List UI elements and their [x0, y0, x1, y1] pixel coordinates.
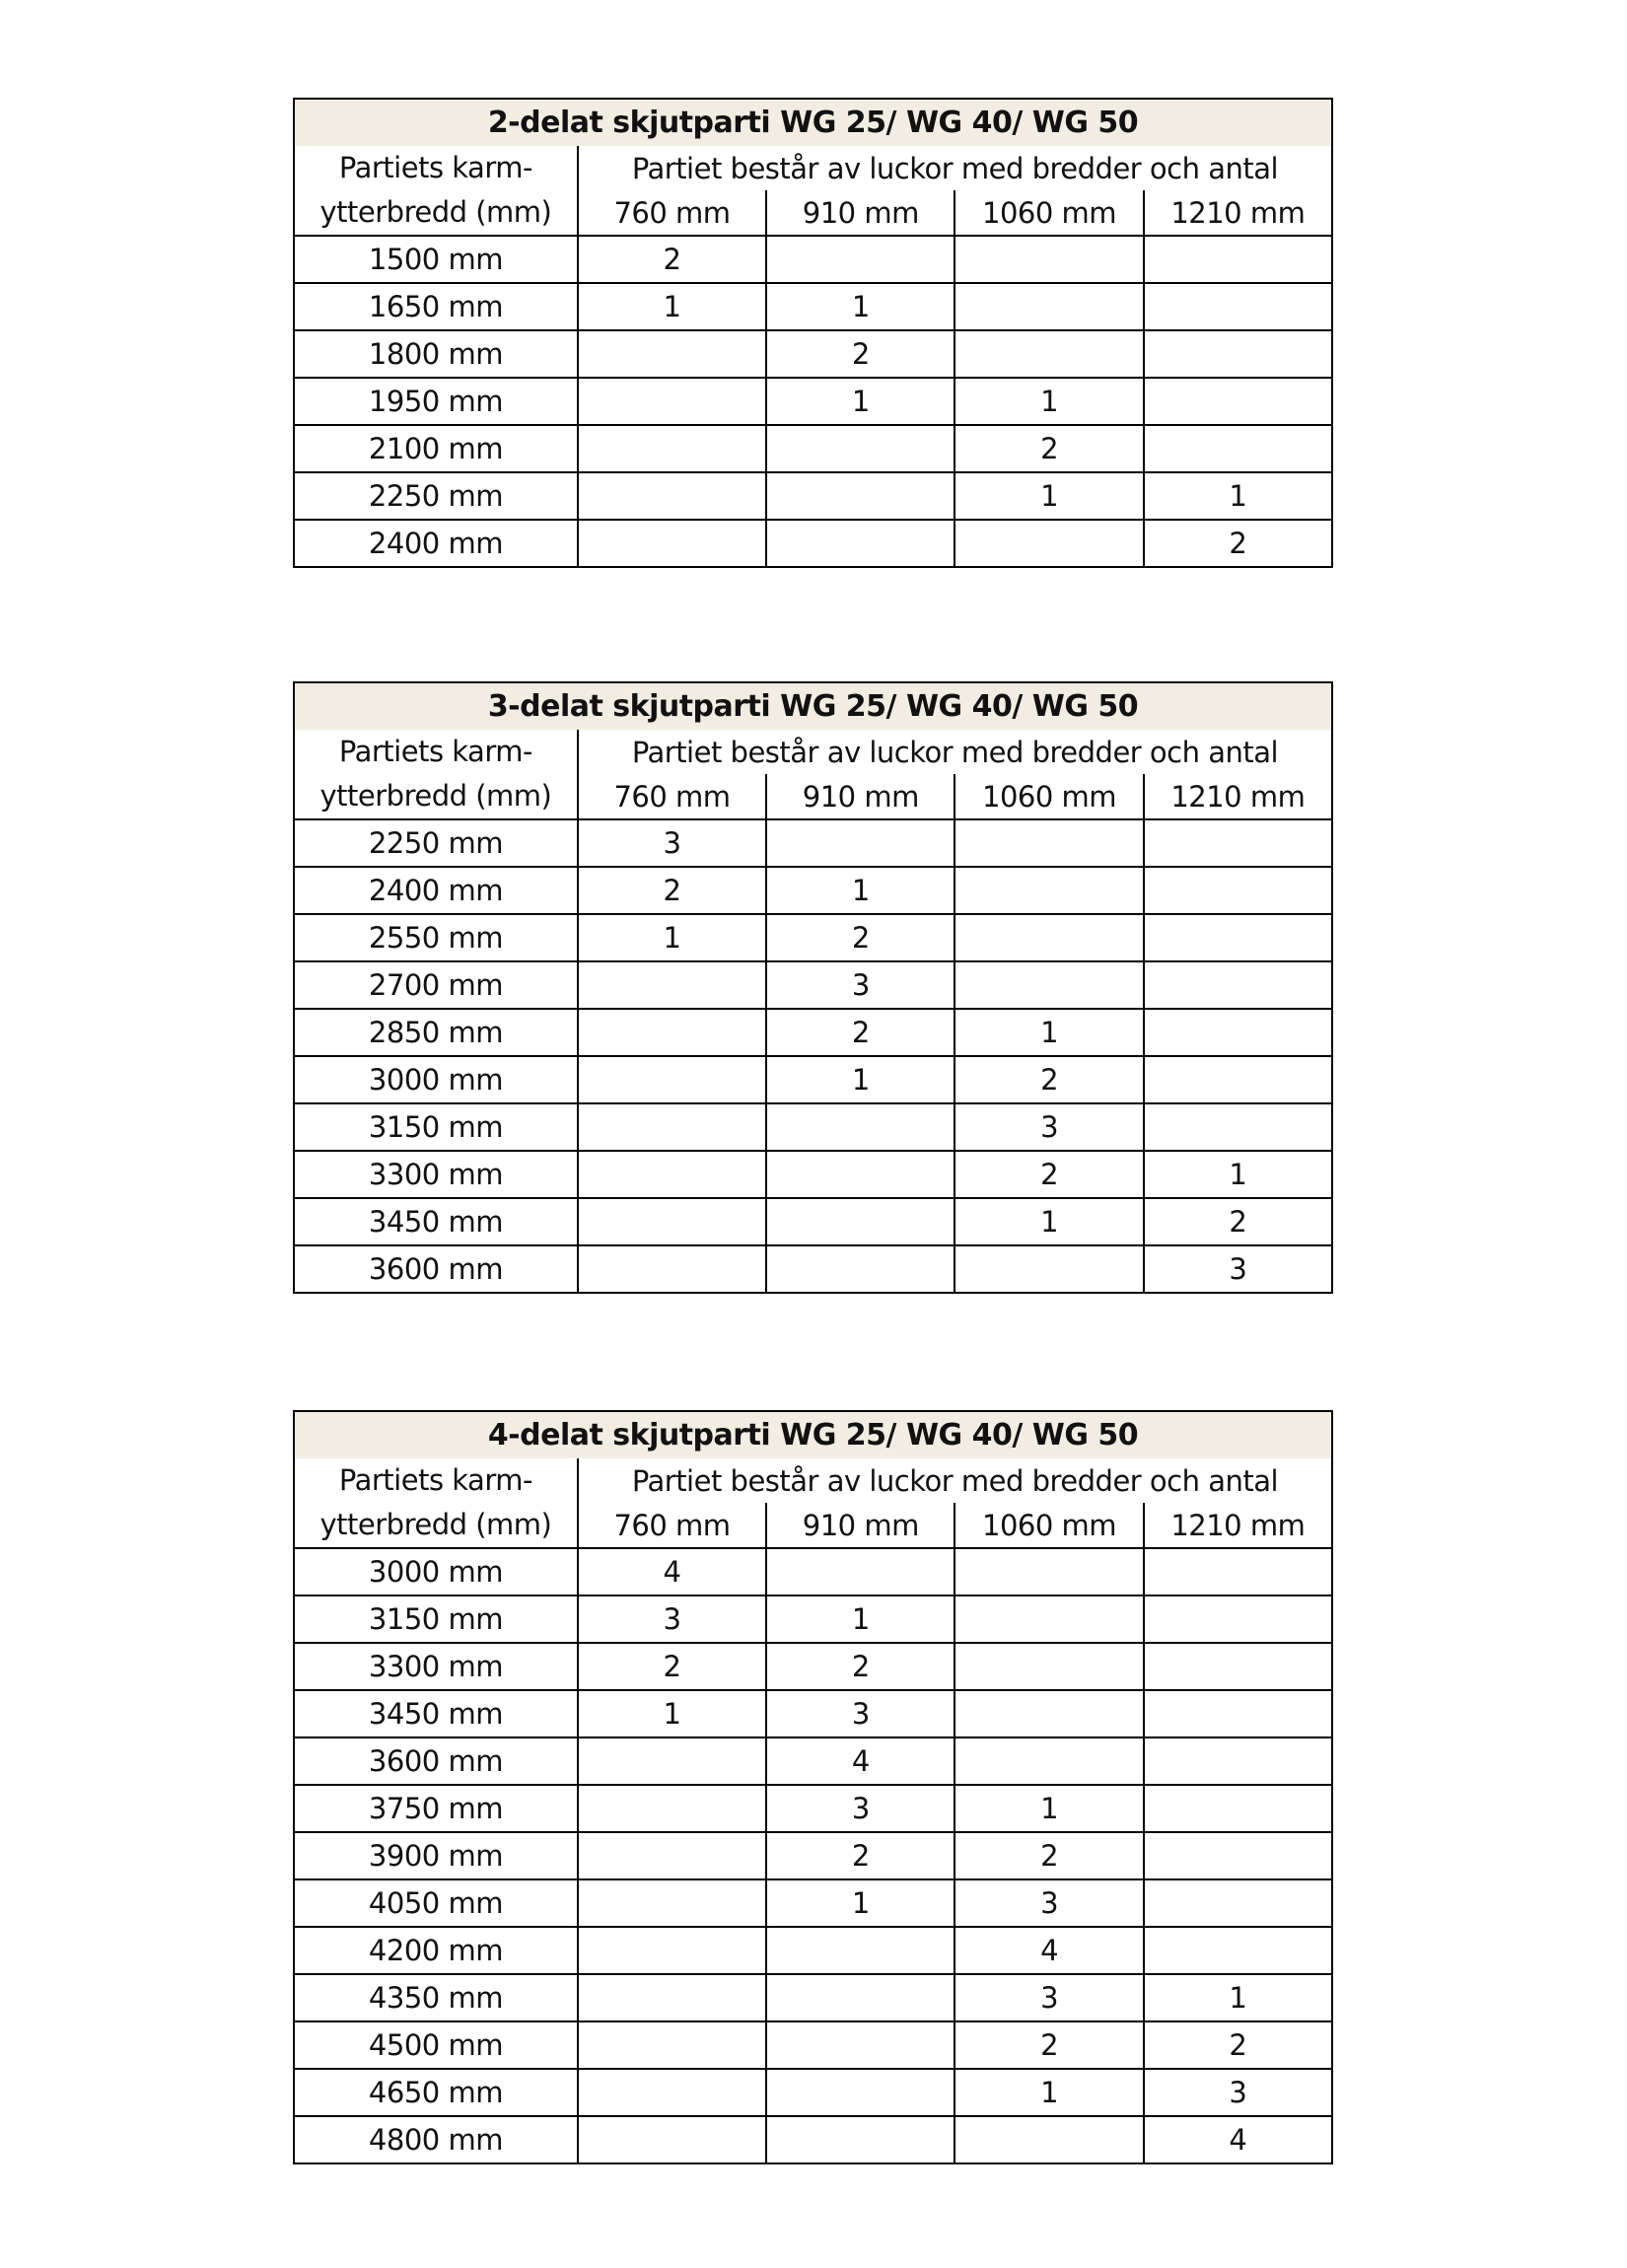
column-header: 760 mm — [578, 190, 766, 236]
count-cell — [578, 330, 766, 378]
row-width-cell: 3150 mm — [294, 1103, 578, 1151]
table-row — [294, 1690, 1332, 1737]
row-width-cell: 1950 mm — [294, 378, 578, 425]
count-cell — [955, 1595, 1143, 1643]
column-header: 1210 mm — [1144, 190, 1332, 236]
count-cell: 4 — [1144, 2116, 1332, 2163]
row-width-cell: 4200 mm — [294, 1927, 578, 1974]
header-row — [294, 730, 1332, 774]
count-cell — [1144, 1737, 1332, 1785]
count-cell: 4 — [578, 1548, 766, 1595]
table-row — [294, 1245, 1332, 1293]
count-cell: 1 — [766, 1879, 955, 1927]
count-cell: 2 — [1144, 520, 1332, 567]
count-cell — [955, 1643, 1143, 1690]
count-cell — [578, 1009, 766, 1056]
count-cell: 2 — [955, 1151, 1143, 1198]
count-cell: 1 — [955, 378, 1143, 425]
count-cell: 1 — [766, 378, 955, 425]
count-cell — [578, 472, 766, 520]
column-header: 1060 mm — [955, 774, 1143, 819]
table-title-row — [294, 1411, 1332, 1458]
count-cell — [766, 1245, 955, 1293]
row-width-cell: 1650 mm — [294, 283, 578, 330]
table-title: 2-delat skjutparti WG 25/ WG 40/ WG 50 — [294, 99, 1332, 146]
row-header-line: ytterbredd (mm) — [319, 1508, 552, 1541]
count-cell — [766, 1151, 955, 1198]
row-width-cell: 2400 mm — [294, 867, 578, 914]
count-cell — [766, 520, 955, 567]
count-cell — [955, 1690, 1143, 1737]
row-width-cell: 2850 mm — [294, 1009, 578, 1056]
table-row — [294, 961, 1332, 1009]
count-cell — [1144, 1056, 1332, 1103]
count-cell — [578, 1245, 766, 1293]
count-cell — [1144, 867, 1332, 914]
count-cell: 1 — [766, 1056, 955, 1103]
table-row — [294, 1832, 1332, 1879]
row-header — [294, 146, 578, 236]
row-width-cell: 2550 mm — [294, 914, 578, 961]
row-width-cell: 1500 mm — [294, 236, 578, 283]
column-header: 910 mm — [766, 774, 955, 819]
count-cell: 2 — [955, 2021, 1143, 2069]
row-width-cell: 2700 mm — [294, 961, 578, 1009]
count-cell: 1 — [578, 914, 766, 961]
count-cell — [578, 1927, 766, 1974]
count-cell — [955, 1548, 1143, 1595]
count-cell — [578, 1785, 766, 1832]
table-title-row — [294, 99, 1332, 146]
table-row — [294, 425, 1332, 472]
table-row — [294, 283, 1332, 330]
table-row — [294, 378, 1332, 425]
count-cell — [1144, 819, 1332, 867]
count-cell: 2 — [955, 1832, 1143, 1879]
count-cell: 1 — [578, 283, 766, 330]
table-row — [294, 236, 1332, 283]
table-row — [294, 1151, 1332, 1198]
count-cell — [1144, 1103, 1332, 1151]
count-cell — [578, 520, 766, 567]
column-header: 760 mm — [578, 1503, 766, 1548]
count-cell — [766, 1974, 955, 2021]
row-width-cell: 4050 mm — [294, 1879, 578, 1927]
count-cell — [1144, 1879, 1332, 1927]
column-header: 910 mm — [766, 190, 955, 236]
count-cell — [955, 819, 1143, 867]
row-width-cell: 3000 mm — [294, 1056, 578, 1103]
count-cell: 3 — [766, 1785, 955, 1832]
row-width-cell: 2250 mm — [294, 819, 578, 867]
count-cell — [766, 819, 955, 867]
row-header-line: Partiets karm- — [338, 1463, 532, 1497]
column-header: 910 mm — [766, 1503, 955, 1548]
row-header-line: Partiets karm- — [338, 735, 532, 768]
count-cell: 1 — [1144, 1151, 1332, 1198]
count-cell: 1 — [766, 283, 955, 330]
count-cell — [578, 961, 766, 1009]
header-row — [294, 1458, 1332, 1503]
count-cell — [578, 1103, 766, 1151]
count-cell: 1 — [955, 1198, 1143, 1245]
count-cell — [578, 1198, 766, 1245]
count-cell — [578, 2021, 766, 2069]
count-cell — [578, 1737, 766, 1785]
count-cell: 2 — [1144, 1198, 1332, 1245]
count-cell — [1144, 378, 1332, 425]
table-2-delat — [293, 98, 1333, 568]
count-cell: 1 — [955, 472, 1143, 520]
count-cell: 2 — [766, 1009, 955, 1056]
table-row — [294, 330, 1332, 378]
table-row — [294, 1198, 1332, 1245]
row-width-cell: 2400 mm — [294, 520, 578, 567]
row-width-cell: 4800 mm — [294, 2116, 578, 2163]
count-cell: 2 — [578, 236, 766, 283]
table-row — [294, 472, 1332, 520]
count-cell — [955, 1245, 1143, 1293]
row-header-line: Partiets karm- — [338, 151, 532, 184]
count-cell: 2 — [766, 1643, 955, 1690]
count-cell: 1 — [955, 1785, 1143, 1832]
count-cell: 1 — [1144, 1974, 1332, 2021]
table-row — [294, 1737, 1332, 1785]
row-header — [294, 730, 578, 819]
count-cell — [578, 378, 766, 425]
count-cell: 3 — [766, 1690, 955, 1737]
row-width-cell: 3750 mm — [294, 1785, 578, 1832]
count-cell: 1 — [955, 2069, 1143, 2116]
table-row — [294, 1009, 1332, 1056]
group-header: Partiet består av luckor med bredder och antal — [578, 146, 1332, 190]
count-cell — [578, 425, 766, 472]
count-cell: 3 — [955, 1103, 1143, 1151]
count-cell: 3 — [766, 961, 955, 1009]
table-row — [294, 1595, 1332, 1643]
count-cell — [955, 1737, 1143, 1785]
count-cell — [1144, 1690, 1332, 1737]
count-cell — [766, 1927, 955, 1974]
table-row — [294, 2021, 1332, 2069]
row-width-cell: 2100 mm — [294, 425, 578, 472]
count-cell: 1 — [578, 1690, 766, 1737]
count-cell — [578, 1832, 766, 1879]
table-row — [294, 1056, 1332, 1103]
table-title: 4-delat skjutparti WG 25/ WG 40/ WG 50 — [294, 1411, 1332, 1458]
count-cell — [1144, 283, 1332, 330]
count-cell — [578, 1151, 766, 1198]
count-cell: 1 — [955, 1009, 1143, 1056]
count-cell — [1144, 1785, 1332, 1832]
count-cell — [578, 1056, 766, 1103]
count-cell: 3 — [955, 1879, 1143, 1927]
count-cell — [1144, 914, 1332, 961]
count-cell — [578, 2116, 766, 2163]
row-header — [294, 1458, 578, 1548]
table-title: 3-delat skjutparti WG 25/ WG 40/ WG 50 — [294, 682, 1332, 730]
count-cell — [578, 1879, 766, 1927]
count-cell — [766, 425, 955, 472]
column-header: 1210 mm — [1144, 774, 1332, 819]
row-width-cell: 3600 mm — [294, 1737, 578, 1785]
count-cell: 3 — [578, 1595, 766, 1643]
count-cell: 2 — [955, 1056, 1143, 1103]
row-width-cell: 3450 mm — [294, 1690, 578, 1737]
table-row — [294, 1927, 1332, 1974]
row-width-cell: 2250 mm — [294, 472, 578, 520]
row-width-cell: 4350 mm — [294, 1974, 578, 2021]
column-header: 1060 mm — [955, 190, 1143, 236]
count-cell — [1144, 1927, 1332, 1974]
count-cell — [766, 236, 955, 283]
count-cell: 1 — [1144, 472, 1332, 520]
row-width-cell: 3900 mm — [294, 1832, 578, 1879]
group-header: Partiet består av luckor med bredder och antal — [578, 1458, 1332, 1503]
count-cell — [955, 961, 1143, 1009]
count-cell — [766, 2021, 955, 2069]
count-cell — [766, 1548, 955, 1595]
count-cell — [1144, 330, 1332, 378]
count-cell — [955, 236, 1143, 283]
count-cell — [955, 520, 1143, 567]
count-cell — [955, 914, 1143, 961]
count-cell — [1144, 1595, 1332, 1643]
count-cell — [1144, 1548, 1332, 1595]
count-cell — [955, 2116, 1143, 2163]
column-header: 760 mm — [578, 774, 766, 819]
count-cell: 2 — [766, 330, 955, 378]
row-width-cell: 3000 mm — [294, 1548, 578, 1595]
row-width-cell: 4650 mm — [294, 2069, 578, 2116]
column-header: 1210 mm — [1144, 1503, 1332, 1548]
table-row — [294, 520, 1332, 567]
table-row — [294, 1103, 1332, 1151]
row-width-cell: 1800 mm — [294, 330, 578, 378]
row-header-line: ytterbredd (mm) — [319, 195, 552, 229]
count-cell — [578, 2069, 766, 2116]
table-row — [294, 2069, 1332, 2116]
table-row — [294, 867, 1332, 914]
count-cell: 1 — [766, 867, 955, 914]
table-title-row — [294, 682, 1332, 730]
count-cell: 1 — [766, 1595, 955, 1643]
count-cell — [955, 867, 1143, 914]
count-cell: 2 — [766, 914, 955, 961]
count-cell: 3 — [1144, 2069, 1332, 2116]
row-header-line: ytterbredd (mm) — [319, 779, 552, 813]
count-cell — [766, 2116, 955, 2163]
count-cell — [1144, 1009, 1332, 1056]
table-row — [294, 2116, 1332, 2163]
count-cell: 4 — [766, 1737, 955, 1785]
count-cell: 4 — [955, 1927, 1143, 1974]
table-row — [294, 914, 1332, 961]
count-cell: 3 — [1144, 1245, 1332, 1293]
row-width-cell: 3150 mm — [294, 1595, 578, 1643]
column-header: 1060 mm — [955, 1503, 1143, 1548]
count-cell — [1144, 236, 1332, 283]
table-row — [294, 1785, 1332, 1832]
table-row — [294, 1974, 1332, 2021]
row-width-cell: 3300 mm — [294, 1643, 578, 1690]
count-cell: 2 — [578, 1643, 766, 1690]
count-cell: 3 — [955, 1974, 1143, 2021]
group-header: Partiet består av luckor med bredder och antal — [578, 730, 1332, 774]
count-cell — [955, 283, 1143, 330]
table-row — [294, 1879, 1332, 1927]
table-row — [294, 819, 1332, 867]
table-4-delat — [293, 1410, 1333, 2164]
count-cell — [766, 1198, 955, 1245]
row-width-cell: 3450 mm — [294, 1198, 578, 1245]
count-cell: 2 — [1144, 2021, 1332, 2069]
row-width-cell: 3600 mm — [294, 1245, 578, 1293]
count-cell — [1144, 1643, 1332, 1690]
row-width-cell: 3300 mm — [294, 1151, 578, 1198]
header-row — [294, 146, 1332, 190]
count-cell — [955, 330, 1143, 378]
count-cell: 2 — [766, 1832, 955, 1879]
row-width-cell: 4500 mm — [294, 2021, 578, 2069]
count-cell — [1144, 961, 1332, 1009]
count-cell: 2 — [955, 425, 1143, 472]
count-cell: 3 — [578, 819, 766, 867]
count-cell: 2 — [578, 867, 766, 914]
table-row — [294, 1548, 1332, 1595]
count-cell — [766, 2069, 955, 2116]
count-cell — [578, 1974, 766, 2021]
count-cell — [766, 472, 955, 520]
count-cell — [1144, 1832, 1332, 1879]
table-row — [294, 1643, 1332, 1690]
count-cell — [1144, 425, 1332, 472]
table-3-delat — [293, 681, 1333, 1294]
count-cell — [766, 1103, 955, 1151]
